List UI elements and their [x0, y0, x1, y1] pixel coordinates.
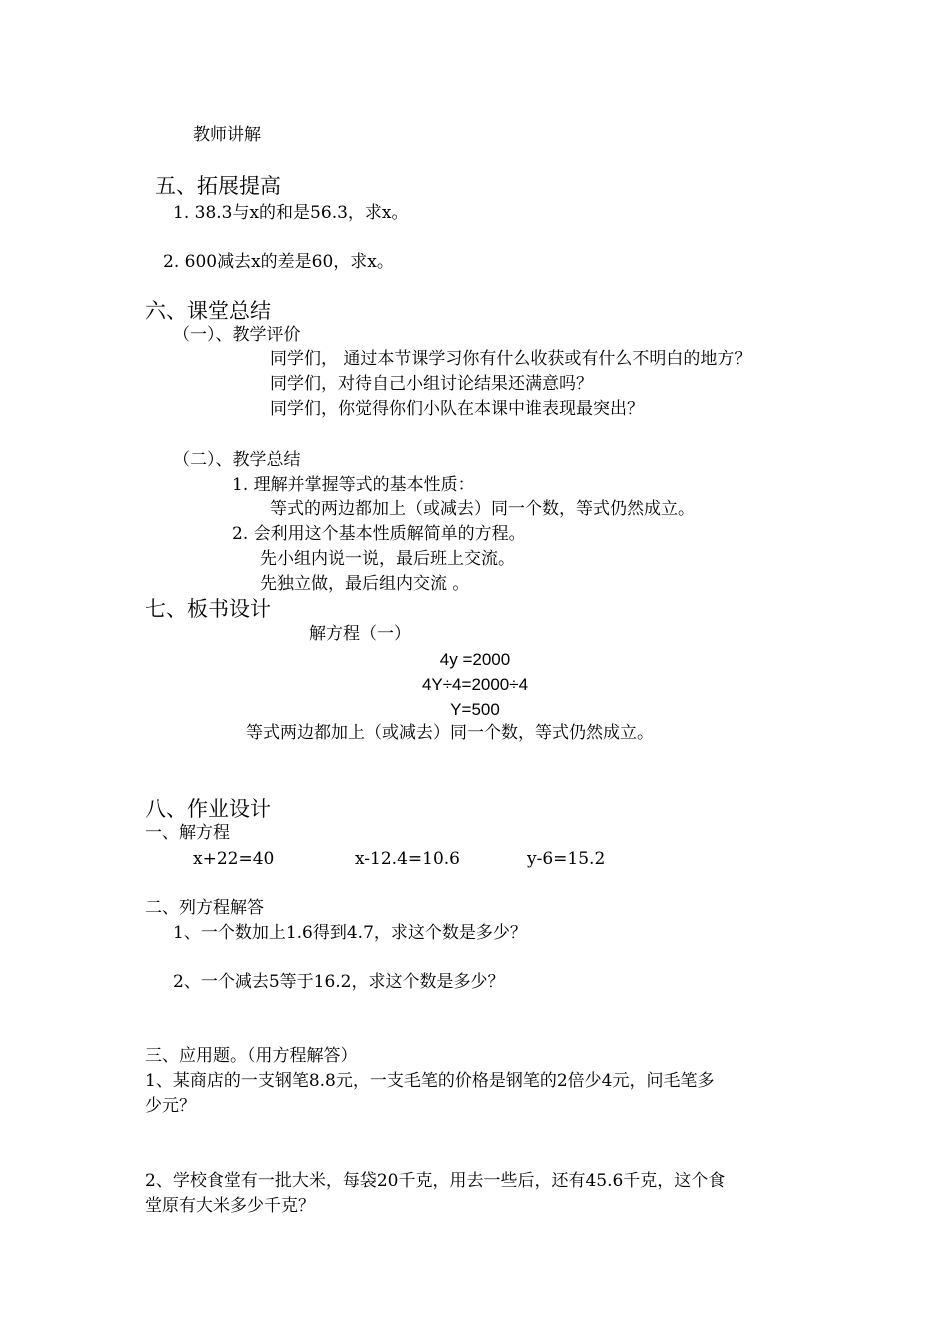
summary-point-2-a: 先小组内说一说，最后班上交流。	[260, 549, 515, 569]
homework-part3-question-2-line1: 2、学校食堂有一批大米，每袋20千克，用去一些后，还有45.6千克，这个食	[145, 1171, 726, 1191]
section5-question-1: 1. 38.3与x的和是56.3，求x。	[173, 203, 409, 223]
section5-heading: 五、拓展提高	[155, 174, 281, 198]
homework-equation-1: x+22=40	[193, 849, 275, 869]
board-equation-3: Y=500	[450, 700, 500, 719]
evaluation-line-3: 同学们，你觉得你们小队在本课中谁表现最突出？	[270, 399, 644, 419]
homework-part3-question-1-line1: 1、某商店的一支钢笔8.8元，一支毛笔的价格是钢笔的2倍少4元，问毛笔多	[145, 1071, 715, 1091]
homework-part1-heading: 一、解方程	[145, 823, 230, 843]
board-rule: 等式两边都加上（或减去）同一个数，等式仍然成立。	[246, 723, 654, 743]
summary-subheading: （二）、教学总结	[173, 450, 301, 470]
homework-part3-question-1-line2: 少元？	[145, 1096, 196, 1116]
teacher-explain-text: 教师讲解	[193, 125, 261, 145]
summary-point-2: 2. 会利用这个基本性质解简单的方程。	[232, 524, 526, 544]
homework-part2-question-2: 2、一个减去5等于16.2，求这个数是多少？	[173, 972, 505, 992]
homework-part2-heading: 二、列方程解答	[145, 898, 264, 918]
board-equation-1: 4y =2000	[439, 650, 511, 669]
summary-point-1-detail: 等式的两边都加上（或减去）同一个数，等式仍然成立。	[270, 499, 695, 519]
section5-question-2: 2. 600减去x的差是60，求x。	[163, 252, 394, 272]
homework-equation-3: y-6=15.2	[527, 849, 606, 869]
board-equation-2: 4Y÷4=2000÷4	[421, 675, 529, 694]
evaluation-line-2: 同学们，对待自己小组讨论结果还满意吗？	[270, 374, 593, 394]
board-title: 解方程（一）	[309, 624, 411, 644]
section6-heading: 六、课堂总结	[145, 299, 271, 323]
summary-point-2-b: 先独立做，最后组内交流 。	[260, 574, 470, 594]
summary-point-1: 1. 理解并掌握等式的基本性质：	[232, 475, 475, 495]
homework-part3-heading: 三、应用题。（用方程解答）	[145, 1046, 358, 1066]
homework-part2-question-1: 1、一个数加上1.6得到4.7，求这个数是多少？	[173, 923, 527, 943]
homework-part3-question-2-line2: 堂原有大米多少千克？	[145, 1196, 315, 1216]
evaluation-subheading: （一）、教学评价	[173, 325, 301, 345]
evaluation-line-1: 同学们， 通过本节课学习你有什么收获或有什么不明白的地方？	[270, 349, 752, 369]
section7-heading: 七、板书设计	[145, 597, 271, 621]
homework-equation-2: x-12.4=10.6	[355, 849, 460, 869]
section8-heading: 八、作业设计	[145, 797, 271, 821]
